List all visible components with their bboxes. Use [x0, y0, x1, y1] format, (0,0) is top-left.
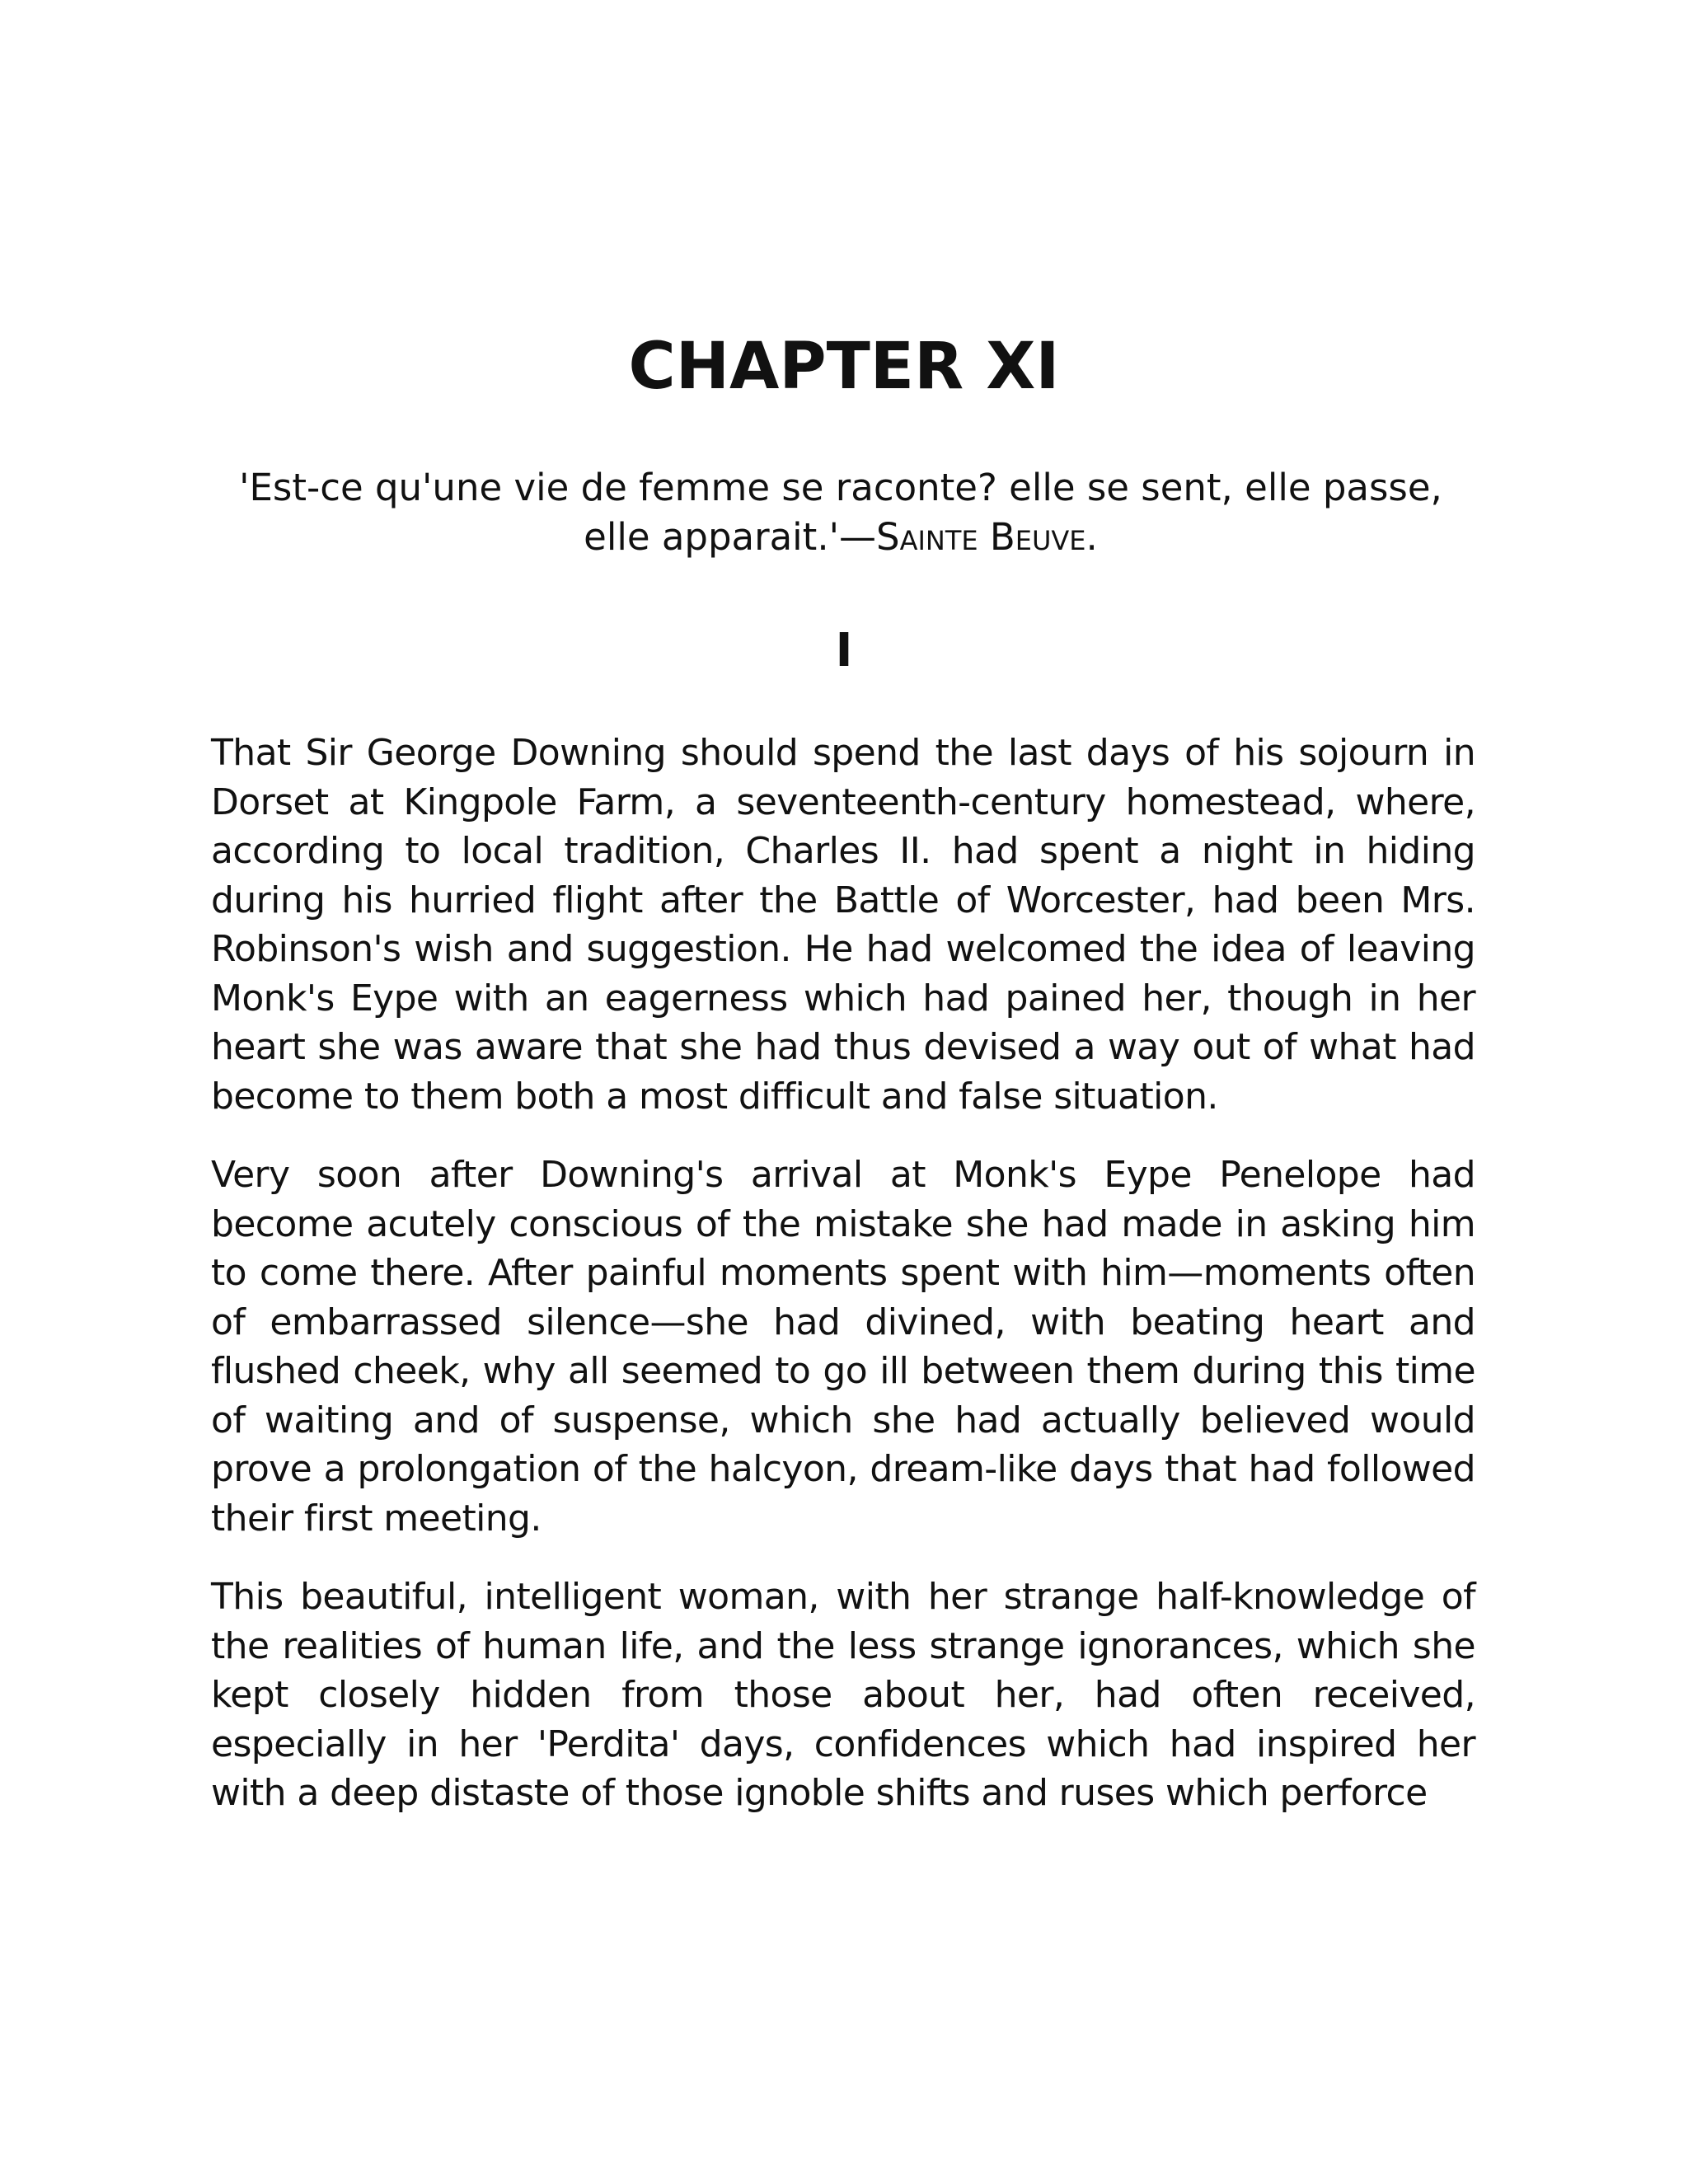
section-number: I — [835, 624, 853, 677]
epigraph — [210, 463, 1471, 562]
epigraph-attribution: Sainte Beuve — [876, 515, 1086, 559]
chapter-title: CHAPTER XI — [628, 330, 1060, 404]
epigraph-quote: 'Est-ce qu'une vie de femme se raconte? elle se sent, elle passe, elle apparait.'— — [239, 466, 1442, 559]
paragraph-2: Very soon after Downing's arrival at Monk's Eype Penelope had become acutely conscious of the mistake she had made in asking him to come there. After painful moments spent with him—moments often of embarrassed silence—she had divined, with beating heart and flushed cheek, why all seemed to go ill between them during this time of waiting and of suspense, which she had actually believed would prove a prolongation of the halcyon, dream-like days that had followed their first meeting. — [211, 1154, 1475, 1540]
paragraph-3: This beautiful, intelligent woman, with her strange half-knowledge of the realities of human life, and the less strange ignorances, which she kept closely hidden from those about her, had often received, especially in her 'Perdita' days, confidences which had inspired her with a deep distaste of those ignoble shifts and ruses which perforce — [211, 1576, 1475, 1814]
body-text — [211, 729, 1475, 1848]
epigraph-attribution-end: . — [1085, 515, 1098, 559]
paragraph-1: That Sir George Downing should spend the last days of his sojourn in Dorset at Kingpole Farm, a seventeenth-century homestead, where, according to local tradition, Charles II. had spent a night in hiding during his hurried flight after the Battle of Worcester, had been Mrs. Robinson's wish and suggestion. He had welcomed the idea of leaving Monk's Eype with an eagerness which had pained her, though in her heart she was aware that she had thus devised a way out of what had become to them both a most difficult and false situation. — [211, 732, 1475, 1118]
